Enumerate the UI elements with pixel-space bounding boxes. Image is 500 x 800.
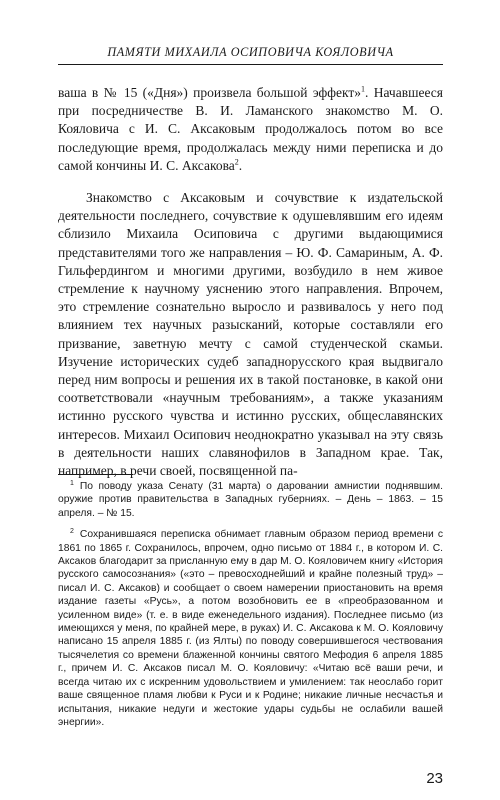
footnote-ref-1: 1 (361, 84, 365, 94)
main-text (58, 84, 443, 480)
header-divider (58, 64, 443, 65)
footnote-1 (58, 480, 443, 520)
paragraph-1-text-c: . (238, 157, 243, 173)
footnote-ref-2: 2 (234, 157, 239, 167)
footnote-1-text: По поводу указа Сенату (31 марта) о даровании амнистии поднявшим. оружие против правительства в Западных губерниях. – День – 1863. – 15 апреля. – № 15. (58, 481, 443, 519)
footnotes (58, 480, 443, 729)
footnote-2-text: Сохранившаяся переписка обнимает главным образом период времени с 1861 по 1865 г. Сохранилось, впрочем, одно письмо от 1884 г., в котором И. С. Аксаков благодарит за присланную ему в дар М. О. Кояловичем книгу «История русского самосознания» («это – превосходнейший и крайне полезный труд» – писал И. С. Аксаков) и сообщает о своем намерении приостановить на время издание газеты «Русь», а потом возобновить ее в «преобразованном и усиленном виде» (т. е. в виде еженедельного издания). Последнее письмо (из имеющихся у меня, по крайней мере, в руках) И. С. Аксакова к М. О. Кояловичу написано 15 апреля 1885 г. (из Ялты) по поводу совершившегося чествования тысячелетия со времени блаженной кончины святого Мефодия 6 апреля 1885 г., причем И. С. Аксаков писал М. О. Кояловичу: «Читаю всё ваши речи, и всегда читаю их с искренним удовольствием и умилением: так неослабо горит ваше священное пламя любви к Руси и к Родине; никакие личные несчастья и испытания, никакие недуги и жестокие удары судьбы не ослабили вашей энергии». (58, 529, 443, 728)
footnote-divider (58, 474, 133, 475)
footnote-1-mark: 1 (70, 479, 74, 487)
paragraph-2: Знакомство с Аксаковым и сочувствие к издательской деятельности последнего, сочувствие к одушевлявшим его идеям сблизило Михаила Осиповича с другими выдающимися представителями того же направления – Ю. Ф. Самариным, А. Ф. Гильфердингом и многими другими, возбудило в нем живое стремление к научному уяснению этого направления. Впрочем, это стремление сознательно выросло и развивалось у него под влиянием тех научных разысканий, которые составляли его призвание, заветную мечту с самой студенческой скамьи. Изучение исторических судеб западнорусского края выдвигало перед ним вопросы и решения их в такой постановке, в какой они соответствовали «научным требованиям», а также указаниям истинно русского чувства и истинно русских, общеславянских интересов. Михаил Осипович неоднократно указывал на эту связь в деятельности наших славянофилов в Западном крае. Так, например, в речи своей, посвященной па- (58, 190, 443, 479)
paragraph-1-text-a: ваша в № 15 («Дня») произвела большой эффект» (58, 85, 361, 100)
page-number: 23 (426, 770, 443, 787)
paragraph-1 (58, 84, 443, 175)
footnote-2-mark: 2 (70, 527, 74, 535)
footnote-2 (58, 528, 443, 729)
paragraph-1-text-b: . Начавшееся при посредничестве В. И. Ламанского знакомство М. О. Кояловича с И. С. Аксаковым продолжалось потом во все последующие время, продолжалась между ними переписка и до самой кончины И. С. Аксакова (58, 85, 443, 173)
running-header: ПАМЯТИ МИХАИЛА ОСИПОВИЧА КОЯЛОВИЧА (107, 45, 394, 59)
